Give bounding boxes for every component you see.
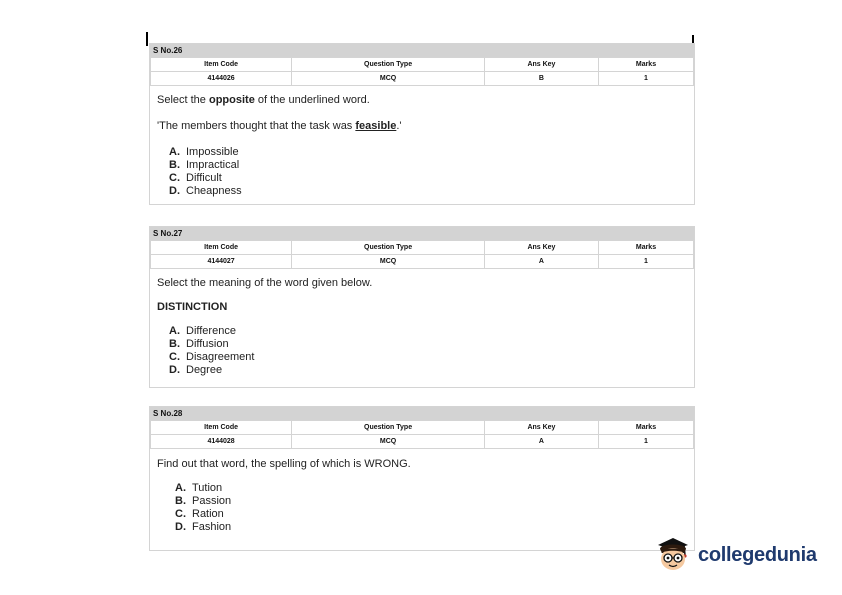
option-c: C. Difficult [169, 172, 222, 184]
meta-header-row [151, 58, 694, 72]
question-block-28 [149, 406, 695, 551]
question-prompt: Select the meaning of the word given below. [157, 277, 373, 289]
serial-number: S No.27 [150, 227, 694, 240]
crop-mark-left [146, 32, 148, 46]
collegedunia-logo[interactable] [654, 534, 817, 576]
question-type-header: Question Type [292, 58, 485, 72]
question-type-header: Question Type [292, 421, 485, 435]
marks-header: Marks [598, 241, 693, 255]
question-type-value: MCQ [292, 72, 485, 86]
option-a: A. Difference [169, 325, 236, 337]
ans-key-header: Ans Key [484, 241, 598, 255]
item-code-header: Item Code [151, 421, 292, 435]
option-d: D. Cheapness [169, 185, 242, 197]
marks-value: 1 [598, 72, 693, 86]
options-list [169, 146, 694, 198]
question-block-26 [149, 43, 695, 205]
meta-table [150, 420, 694, 449]
question-body [150, 269, 694, 387]
option-b: B. Impractical [169, 159, 240, 171]
option-a: A. Impossible [169, 146, 239, 158]
meta-header-row [151, 241, 694, 255]
question-block-27 [149, 226, 695, 388]
options-list [169, 325, 694, 377]
option-c: C. Disagreement [169, 351, 255, 363]
question-word: DISTINCTION [157, 301, 228, 313]
question-type-header: Question Type [292, 241, 485, 255]
meta-value-row [151, 72, 694, 86]
question-sentence: 'The members thought that the task was feasible.' [157, 120, 402, 132]
marks-header: Marks [598, 58, 693, 72]
meta-value-row [151, 435, 694, 449]
question-type-value: MCQ [292, 435, 485, 449]
question-prompt: Find out that word, the spelling of which is WRONG. [157, 458, 411, 470]
serial-number: S No.28 [150, 407, 694, 420]
marks-header: Marks [598, 421, 693, 435]
option-d: D. Degree [169, 364, 223, 376]
item-code-header: Item Code [151, 58, 292, 72]
item-code-value: 4144026 [151, 72, 292, 86]
item-code-value: 4144028 [151, 435, 292, 449]
question-type-value: MCQ [292, 255, 485, 269]
question-body [150, 86, 694, 204]
meta-header-row [151, 421, 694, 435]
ans-key-value: A [484, 435, 598, 449]
question-prompt: Select the opposite of the underlined word. [157, 94, 370, 106]
meta-value-row [151, 255, 694, 269]
logo-text: collegedunia [698, 543, 817, 566]
item-code-header: Item Code [151, 241, 292, 255]
ans-key-value: B [484, 72, 598, 86]
ans-key-value: A [484, 255, 598, 269]
serial-number: S No.26 [150, 44, 694, 57]
option-a: A. Tution [175, 482, 223, 494]
ans-key-header: Ans Key [484, 58, 598, 72]
option-b: B. Diffusion [169, 338, 229, 350]
marks-value: 1 [598, 255, 693, 269]
option-c: C. Ration [175, 508, 224, 520]
mascot-icon [654, 533, 692, 578]
meta-table [150, 57, 694, 86]
question-body [150, 449, 694, 550]
item-code-value: 4144027 [151, 255, 292, 269]
options-list [175, 482, 694, 534]
option-b: B. Passion [175, 495, 232, 507]
marks-value: 1 [598, 435, 693, 449]
ans-key-header: Ans Key [484, 421, 598, 435]
option-d: D. Fashion [175, 521, 232, 533]
meta-table [150, 240, 694, 269]
